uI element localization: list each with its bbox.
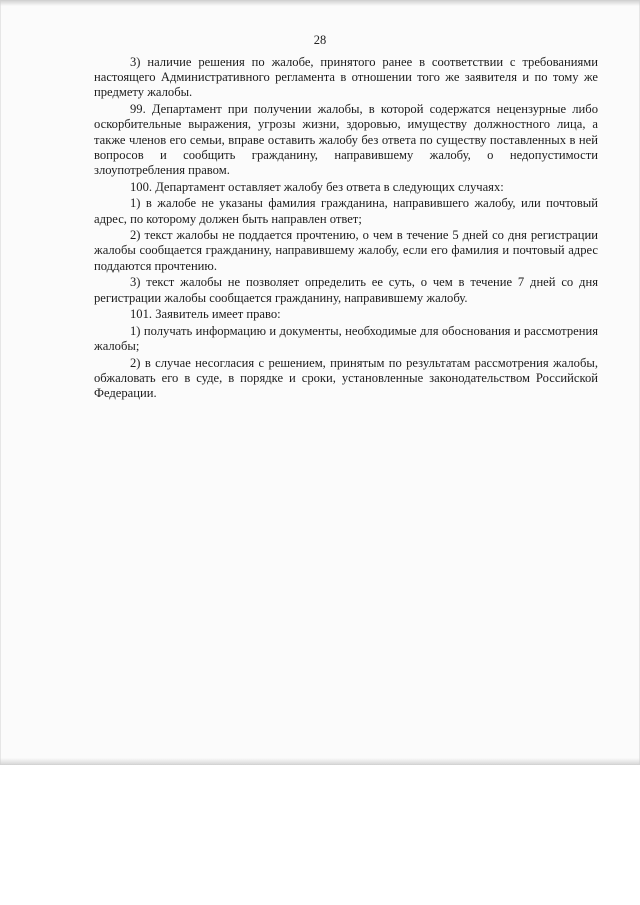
paragraph-101-item-1: 1) получать информацию и документы, необходимые для обоснования и рассмотрения жалобы; xyxy=(94,323,598,354)
scan-top-edge xyxy=(0,0,640,6)
paragraph-100-item-1: 1) в жалобе не указаны фамилия гражданина, направившего жалобу, или почтовый адрес, по которому должен быть направлен ответ; xyxy=(94,196,598,226)
paragraph-100-item-3: 3) текст жалобы не позволяет определить ее суть, о чем в течение 7 дней со дня регистрации жалобы сообщается гражданину, направившему жалобу. xyxy=(94,275,598,305)
paragraph-99: 99. Департамент при получении жалобы, в которой содержатся нецензурные либо оскорбительные выражения, угрозы жизни, здоровью, имуществу должностного лица, а также членов его семьи, вправе оставить жалобу без ответа по существу поставленных в ней вопросов и сообщить гражданину, направившему жалобу, о недопустимости злоупотребления правом. xyxy=(94,102,598,177)
paragraph-100: 100. Департамент оставляет жалобу без ответа в следующих случаях: xyxy=(130,179,504,194)
paragraph-100-item-2: 2) текст жалобы не поддается прочтению, о чем в течение 5 дней со дня регистрации жалобы сообщается гражданину, направившему жалобу, если его фамилия и почтовый адрес поддаются прочтению. xyxy=(94,228,598,273)
page-number: 28 xyxy=(313,33,327,47)
paragraph-101-item-2: 2) в случае несогласия с решением, принятым по результатам рассмотрения жалобы, обжаловать его в суде, в порядке и сроки, установленные законодательством Российской Федерации. xyxy=(94,355,598,401)
paragraph-item-3-prior-decision: 3) наличие решения по жалобе, принятого ранее в соответствии с требованиями настоящего Административного регламента в отношении того же заявителя и по тому же предмету жалобы. xyxy=(94,55,598,100)
paragraph-101: 101. Заявитель имеет право: xyxy=(130,307,281,322)
blank-background xyxy=(0,765,640,905)
document-body xyxy=(94,55,598,403)
